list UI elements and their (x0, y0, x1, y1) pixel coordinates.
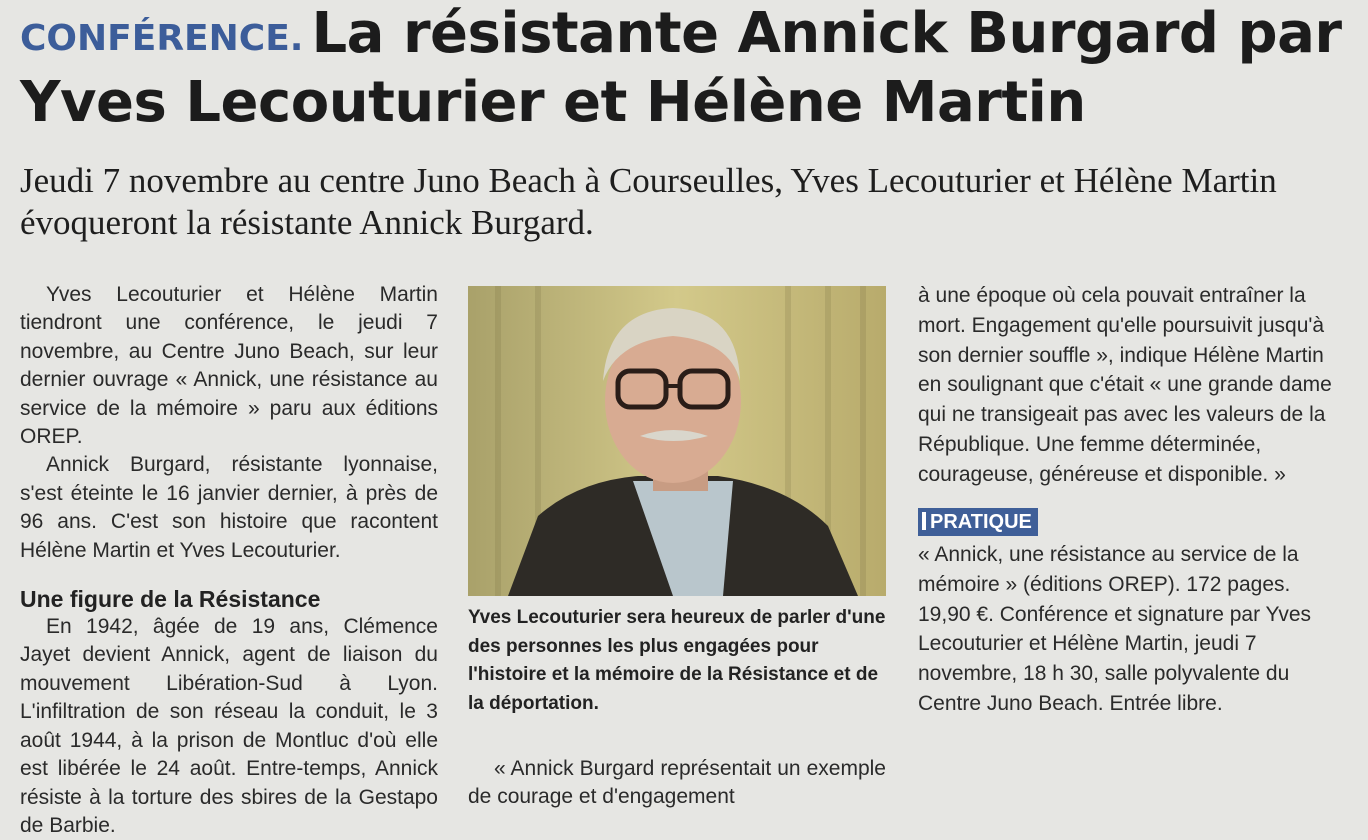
quote-continuation: à une époque où cela pouvait entraîner la mort. Engagement qu'elle poursuivit jusqu'à son dernier souffle », indique Hélène Martin en soulignant que c'était « une grande dame qui ne transigeait pas avec les valeurs de la République. Une femme déterminée, courageuse, généreuse et disponible. » (918, 284, 1332, 486)
column-2 (468, 286, 886, 812)
paragraph-history: En 1942, âgée de 19 ans, Clémence Jayet devient Annick, agent de liaison du mouvement Libération-Sud à Lyon. L'infiltration de son réseau la conduit, le 3 août 1944, à la prison de Montluc d'où elle est libérée le 24 août. Entre-temps, Annick résiste à la torture des sbires de la Gestapo de Barbie. (20, 615, 438, 837)
quote-start: « Annick Burgard représentait un exemple de courage et d'engagement (468, 757, 886, 809)
headline (20, 2, 1360, 135)
headline-title: La résistante Annick Burgard par Yves Lecouturier et Hélène Martin (20, 1, 1342, 135)
pratique-label: PRATIQUE (930, 510, 1032, 533)
badge-bar (922, 512, 926, 530)
photo-caption: Yves Lecouturier sera heureux de parler d'une des personnes les plus engagées pour l'histoire et la mémoire de la Résistance et de la déportation. (468, 607, 886, 714)
portrait-illustration (468, 286, 886, 596)
paragraph-burgard: Annick Burgard, résistante lyonnaise, s'est éteinte le 16 janvier dernier, à près de 96 ans. C'est son histoire que racontent Hélène Martin et Yves Lecouturier. (20, 453, 438, 562)
standfirst: Jeudi 7 novembre au centre Juno Beach à Courseulles, Yves Lecouturier et Hélène Martin évoqueront la résistante Annick Burgard. (20, 161, 1277, 242)
pratique-info: « Annick, une résistance au service de la mémoire » (éditions OREP). 172 pages. 19,90 €. Conférence et signature par Yves Lecouturier et Hélène Martin, jeudi 7 novembre, 18 h 30, salle polyvalente du Centre Juno Beach. Entrée libre. (918, 542, 1312, 715)
column-1 (20, 281, 438, 840)
pratique-badge (918, 508, 1038, 536)
subheading: Une figure de la Résistance (20, 586, 321, 613)
column-3 (918, 281, 1348, 719)
portrait-photo (468, 286, 886, 596)
paragraph-intro: Yves Lecouturier et Hélène Martin tiendront une conférence, le jeudi 7 novembre, au Centre Juno Beach, sur leur dernier ouvrage « Annick, une résistance au service de la mémoire » paru aux éditions OREP. (20, 283, 438, 449)
kicker: CONFÉRENCE. (20, 18, 304, 59)
